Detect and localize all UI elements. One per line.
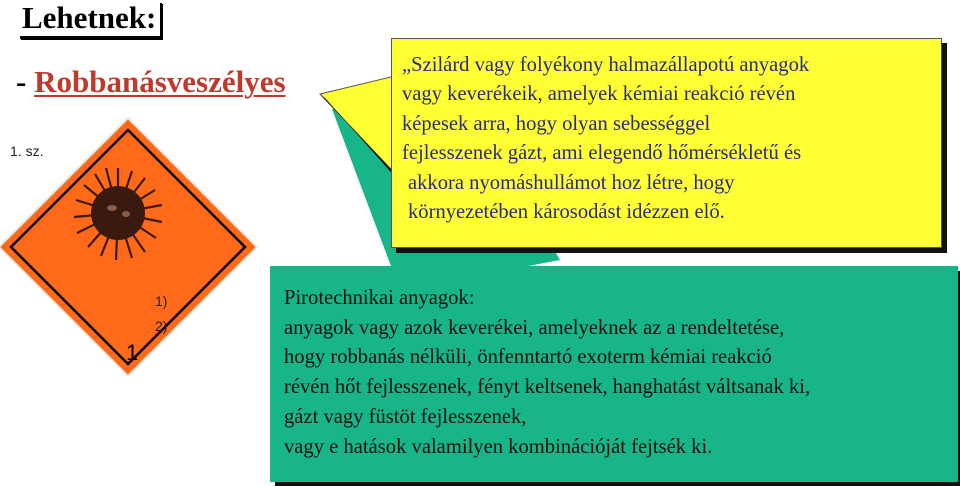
sign-label-1: 1) [155, 293, 168, 309]
pyrotechnic-line: vagy e hatások valamilyen kombinációját fejtsék ki. [284, 435, 713, 458]
pyrotechnic-line: anyagok vagy azok keverékei, amelyeknek az a rendeltetése, [284, 316, 785, 339]
definition-line: fejlesszenek gázt, ami elegendő hőmérsékletű és [402, 142, 802, 165]
sign-class-number: 1 [126, 340, 139, 365]
pyrotechnic-line: gázt vagy füstöt fejlesszenek, [284, 405, 527, 428]
slide-title: Lehetnek: [18, 0, 160, 36]
definition-text [402, 51, 931, 227]
definition-line: vagy keverékeik, amelyek kémiai reakció révén [402, 83, 796, 106]
definition-line: „Szilárd vagy folyékony halmazállapotú anyagok [402, 54, 810, 76]
sign-corner-label: 1. sz. [10, 143, 44, 159]
pyrotechnic-line: hogy robbanás nélküli, önfenntartó exoterm kémiai reakció [284, 346, 772, 369]
definition-callout [391, 38, 942, 248]
definition-line: környezetében károsodást idézzen elő. [408, 201, 725, 224]
definition-line: képesek arra, hogy olyan sebességgel [402, 112, 711, 135]
hazard-category-heading [16, 63, 286, 101]
heading-dash: - [16, 64, 27, 99]
pyrotechnic-heading: Pirotechnikai anyagok: [284, 287, 475, 309]
sign-label-2: 2) [155, 318, 168, 334]
pyrotechnic-text [284, 284, 948, 462]
pyrotechnic-callout [270, 266, 958, 482]
hazard-category-name: Robbanásveszélyes [34, 64, 286, 99]
definition-line: akkora nyomáshullámot hoz létre, hogy [408, 171, 735, 194]
pyrotechnic-line: révén hőt fejlesszenek, fényt keltsenek, hanghatást váltsanak ki, [284, 376, 811, 399]
